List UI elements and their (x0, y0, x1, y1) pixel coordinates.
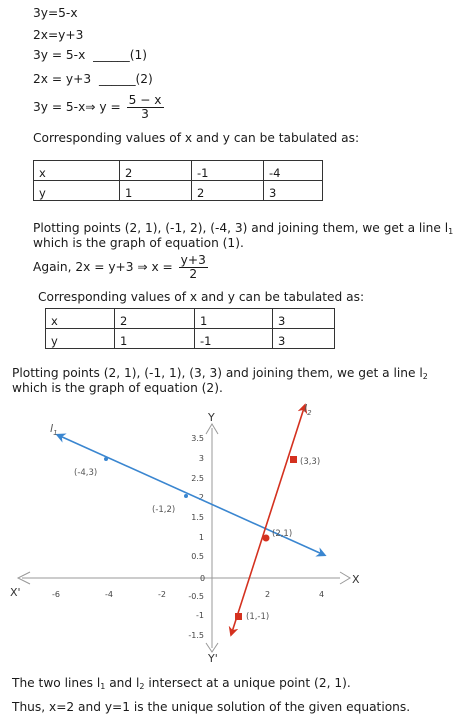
table-cell: 1 (195, 309, 273, 329)
graph (0, 400, 458, 665)
y-tick-label: 2 (198, 493, 204, 502)
x-tick-label: 4 (319, 590, 325, 599)
fraction (179, 254, 208, 281)
table-cell: 1 (115, 329, 195, 349)
equation-text: 2x = y+3 (33, 72, 92, 86)
line-l1-label: $l_1$ (50, 422, 58, 437)
equation-1-raw: 3y=5-x (33, 6, 78, 20)
y-tick-label: 1 (198, 533, 204, 542)
subscript: 2 (139, 682, 145, 691)
plot-text: Plotting points (2, 1), (-1, 1), (3, 3) and joining them, we get a line l (12, 366, 423, 380)
point-1-m1 (235, 613, 242, 620)
axis-x-neg-label: X' (10, 586, 21, 599)
point-m4-3 (104, 457, 108, 461)
line-l2-label: $l_2$ (304, 402, 312, 417)
y-tick-label: 0.5 (191, 552, 204, 561)
solve-x (33, 254, 208, 281)
table-intro-2: Corresponding values of x and y can be tabulated as: (38, 290, 365, 304)
numerator: y+3 (180, 253, 206, 267)
solve-y (33, 94, 164, 121)
values-table-2 (45, 308, 335, 349)
table-cell: 2 (120, 161, 192, 181)
fraction (127, 94, 164, 121)
table-intro-1: Corresponding values of x and y can be tabulated as: (33, 131, 360, 145)
subscript: 1 (448, 227, 454, 236)
table-cell: 3 (264, 181, 323, 201)
conclusion-1 (12, 676, 351, 691)
label-3-3: (3,3) (300, 457, 321, 467)
x-tick-label: -2 (158, 590, 166, 599)
axis-y-label: Y (208, 411, 215, 424)
table-cell: 1 (120, 181, 192, 201)
plot-text: Plotting points (2, 1), (-1, 2), (-4, 3) and joining them, we get a line l (33, 221, 449, 235)
table-row (46, 309, 335, 329)
table-cell: y (34, 181, 120, 201)
point-3-3 (290, 456, 297, 463)
blank: ______ (98, 72, 136, 86)
axis-x-label: X (352, 573, 360, 586)
y-tick-label: 3 (198, 454, 204, 463)
solve-x-text: Again, 2x = y+3 ⇒ x = (33, 260, 173, 274)
label-m4-3: (-4,3) (74, 468, 98, 478)
y-tick-label: -0.5 (188, 592, 204, 601)
table-cell: 2 (115, 309, 195, 329)
x-tick-label: -4 (105, 590, 113, 599)
equation-text: 3y = 5-x (33, 48, 86, 62)
plot-statement-2-cont: which is the graph of equation (2). (12, 381, 223, 395)
label-m1-2: (-1,2) (152, 505, 176, 515)
table-cell: 2 (192, 181, 264, 201)
plot-statement-1-cont: which is the graph of equation (1). (33, 236, 244, 250)
origin-label: 0 (200, 574, 206, 583)
table-cell: 3 (273, 309, 335, 329)
table-cell: x (46, 309, 115, 329)
x-axis-arrow-icon (340, 572, 350, 584)
point-m1-2 (184, 494, 188, 498)
x-tick-label: 2 (265, 590, 271, 599)
label-1-m1: (1,-1) (246, 612, 270, 622)
equation-2-raw: 2x=y+3 (33, 28, 84, 42)
y-tick-label: 1.5 (191, 513, 204, 522)
table-row (46, 329, 335, 349)
y-tick-label: 2.5 (191, 474, 204, 483)
solve-y-text: 3y = 5-x⇒ y = (33, 100, 121, 114)
subscript: 1 (100, 682, 106, 691)
table-cell: x (34, 161, 120, 181)
text: The two lines l (12, 676, 101, 690)
table-cell: 3 (273, 329, 335, 349)
x-tick-label: -6 (52, 590, 60, 599)
table-row (34, 181, 323, 201)
values-table-1 (33, 160, 323, 201)
y-tick-label: -1.5 (188, 631, 204, 640)
text: and l (105, 676, 140, 690)
y-tick-label: -1 (196, 611, 204, 620)
equation-tag: (2) (135, 72, 153, 86)
label-2-1: (2,1) (272, 529, 293, 539)
table-cell: y (46, 329, 115, 349)
conclusion-2: Thus, x=2 and y=1 is the unique solution of the given equations. (12, 700, 411, 714)
denominator: 3 (141, 107, 149, 121)
table-row (34, 161, 323, 181)
axis-y-neg-label: Y' (208, 652, 218, 665)
text: intersect at a unique point (2, 1). (144, 676, 351, 690)
numerator: 5 − x (128, 93, 162, 107)
blank: ______ (93, 48, 130, 62)
table-cell: -1 (195, 329, 273, 349)
plot-statement-1 (33, 221, 453, 236)
denominator: 2 (189, 267, 198, 281)
equation-2-labeled (33, 72, 153, 86)
subscript: 2 (422, 372, 428, 381)
point-2-1 (263, 535, 270, 542)
y-tick-label: 3.5 (191, 434, 204, 443)
y-tick-labels (188, 434, 204, 640)
plot-statement-2 (12, 366, 428, 381)
table-cell: -1 (192, 161, 264, 181)
equation-1-labeled (33, 48, 147, 62)
equation-tag: (1) (129, 48, 147, 62)
table-cell: -4 (264, 161, 323, 181)
